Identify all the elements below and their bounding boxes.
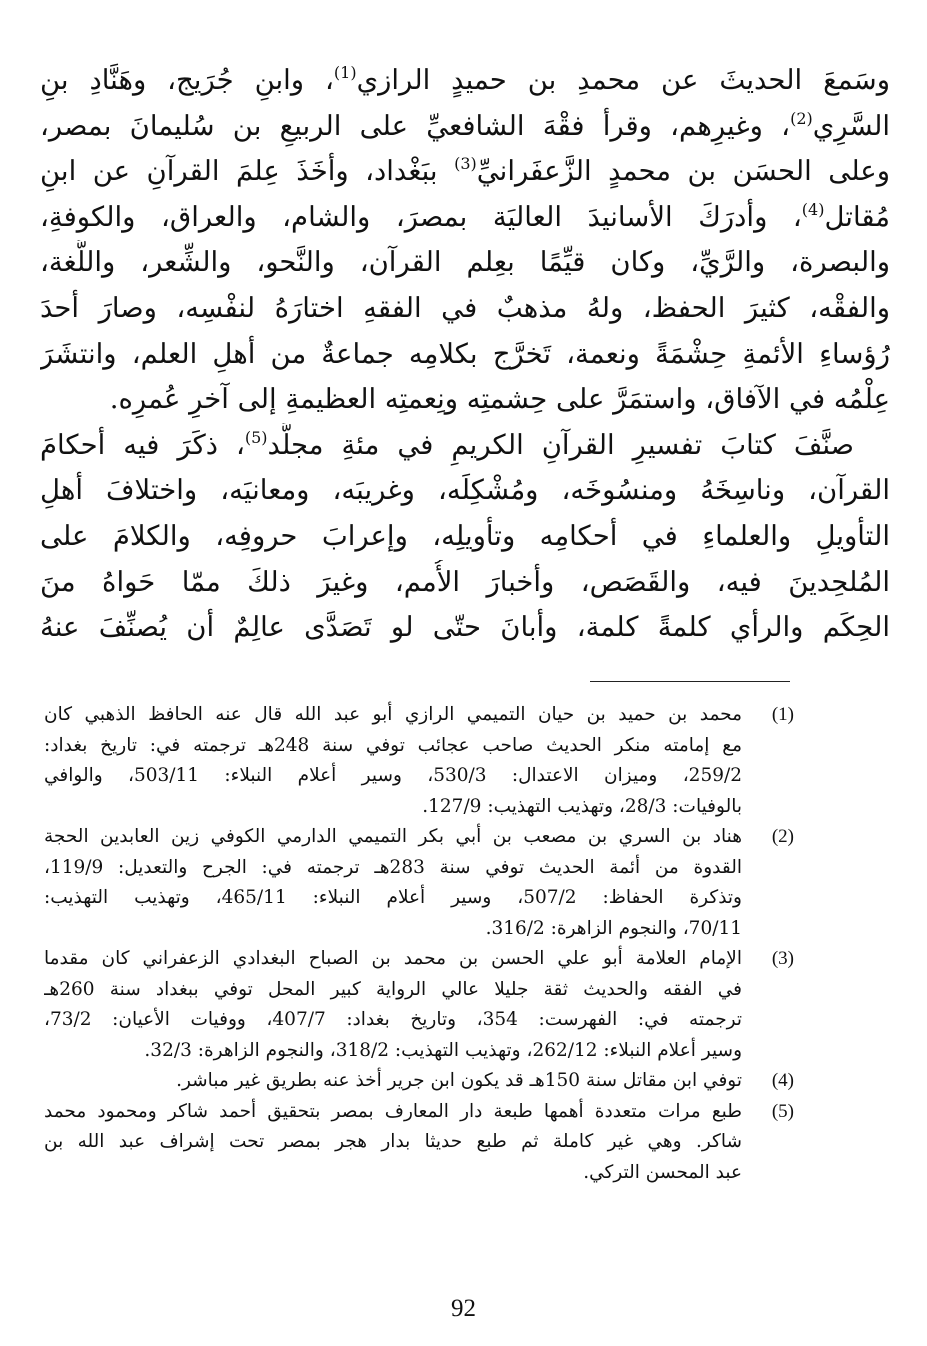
- text-line: وعلى الحسَن بن محمدٍ الزَّعفَرانيِّ$^{(3)}$ ببَغْداد، وأخَذَ عِلمَ القرآنِ عن ابنِ: [40, 154, 890, 188]
- text-line: السَّرِي$^{(2)}$، وغيرِهم، وقرأ فقْهَ الشافعيِّ على الربيعِ بن سُليمانَ بمصر،: [40, 108, 890, 142]
- footnote: [44, 700, 794, 822]
- text-line: عِلْمُه في الآفاق، واستمَرَّ على حِشمتِه ونِعمتِه العظيمةِ إلى آخرِ عُمرِه.: [109, 383, 890, 416]
- page-number: 92: [451, 1295, 476, 1322]
- footnote-line: القدوة من أئمة الحديث توفي سنة 283هـ ترجمته في: الجرح والتعديل: 119/9،: [44, 856, 742, 878]
- text-line: التأويلِ والعلماءِ في أحكامِه وتأويلِه، وإعرابَ حروفِه، والكلامَ على: [40, 519, 890, 552]
- footnote-line: عبد المحسن التركي.: [583, 1161, 742, 1183]
- footnote-ref[interactable]: (5): [244, 427, 268, 447]
- footnote-divider: [590, 681, 790, 682]
- footnote: [44, 1097, 794, 1189]
- text-line: المُلحِدينَ فيه، والقَصَص، وأخبارَ الأُمم، وغيرَ ذلكَ ممّا حَواهُ منَ: [40, 565, 890, 598]
- footnote-line: في الفقه والحديث ثقة جليلا عالي الرواية كبير المحل توفي ببغداد سنة 260هـ: [44, 978, 742, 1000]
- footnote-number: (1): [771, 704, 794, 725]
- footnote-number: (2): [771, 826, 794, 847]
- footnote-line: شاكر. وهي غير كاملة ثم طبع حديثا بدار هجر بمصر تحت إشراف عبد الله بن: [44, 1131, 742, 1152]
- text-line: الحِكَم والرأي كلمةً كلمة، وأبانَ حتّى لو تَصَدَّى عالِمٌ أن يُصنِّفَ عنهُ: [40, 611, 890, 644]
- footnote-line: 259/2، وميزان الاعتدال: 530/3، وسير أعلام النبلاء: 503/11، والوافي: [44, 765, 742, 786]
- footnote-line: هناد بن السري بن مصعب بن أبي بكر التميمي الدارمي الكوفي زين العابدين الحجة: [44, 826, 742, 847]
- footnote-ref[interactable]: (2): [790, 108, 813, 128]
- footnote-number: (4): [771, 1070, 794, 1091]
- text-line: رُؤساءِ الأئمةِ حِشْمَةً ونعمة، تَخرَّج بكلامِه جماعةٌ من أهلِ العلم، وانتشَرَ: [40, 337, 890, 370]
- footnote-line: طبع مرات متعددة أهمها طبعة دار المعارف بمصر بتحقيق أحمد شاكر ومحمود محمد: [44, 1100, 742, 1122]
- text-line: والفقْه، كثيرَ الحفظ، ولهُ مذهبٌ في الفقهِ اختارَهُ لنفْسِه، وصارَ أحدَ: [40, 291, 890, 324]
- footnote-line: توفي ابن مقاتل سنة 150هـ قد يكون ابن جرير أخذ عنه بطريق غير مباشر.: [176, 1070, 742, 1091]
- footnote: [44, 822, 794, 944]
- footnote: [44, 1066, 794, 1097]
- footnote-line: 70/11، والنجوم الزاهرة: 316/2.: [485, 917, 742, 939]
- footnote-line: وتذكرة الحفاظ: 507/2، وسير أعلام النبلاء: 465/11، وتهذيب التهذيب:: [44, 887, 742, 908]
- footnote: [44, 944, 794, 1066]
- text-line: وسَمعَ الحديثَ عن محمدِ بن حميدٍ الرازي$^{(1)}$، وابنِ جُرَيج، وهَنَّادِ بنِ: [40, 63, 890, 96]
- footnote-line: بالوفيات: 28/3، وتهذيب التهذيب: 127/9.: [422, 795, 742, 817]
- footnote-ref[interactable]: (4): [801, 199, 825, 219]
- footnote-line: ترجمته في: الفهرست: 354، وتاريخ بغداد: 407/7، ووفيات الأعيان: 73/2،: [44, 1009, 742, 1030]
- text-line: مُقاتل$^{(4)}$، وأدرَكَ الأسانيدَ العاليَة بمصرَ، والشام، والعراق، والكوفةِ،: [40, 199, 890, 233]
- text-line: صنَّفَ كتابَ تفسيرِ القرآنِ الكريمِ في مئةِ مجلَّد$^{(5)}$، ذكَرَ فيه أحكامَ: [40, 427, 855, 461]
- footnote-ref[interactable]: (1): [333, 63, 357, 82]
- footnote-number: (5): [771, 1100, 794, 1122]
- footnote-number: (3): [771, 948, 794, 969]
- footnote-line: محمد بن حميد بن حيان التميمي الرازي أبو عبد الله قال عنه الحافظ الذهبي كان: [44, 704, 742, 725]
- footnote-line: وسير أعلام النبلاء: 262/12، وتهذيب التهذيب: 318/2، والنجوم الزاهرة: 32/3.: [144, 1039, 742, 1061]
- main-text: [40, 58, 890, 651]
- footnotes: [44, 700, 794, 1188]
- text-line: والبصرة، والرَّيِّ، وكان قيِّمًا بعِلم القرآن، والنَّحو، والشِّعر، واللُّغة،: [40, 246, 890, 279]
- footnote-line: الإمام العلامة أبو علي الحسن بن محمد بن الصباح البغدادي الزعفراني كان مقدما: [44, 948, 742, 969]
- footnote-line: مع إمامته منكر الحديث صاحب عجائب توفي سنة 248هـ ترجمته في: تاريخ بغداد:: [44, 734, 742, 756]
- text-line: القرآن، وناسِخَهُ ومنسُوخَه، ومُشْكِلَه، وغريبَه، ومعانيَه، واختلافَ أهلِ: [40, 474, 890, 507]
- footnote-ref[interactable]: (3): [454, 154, 477, 174]
